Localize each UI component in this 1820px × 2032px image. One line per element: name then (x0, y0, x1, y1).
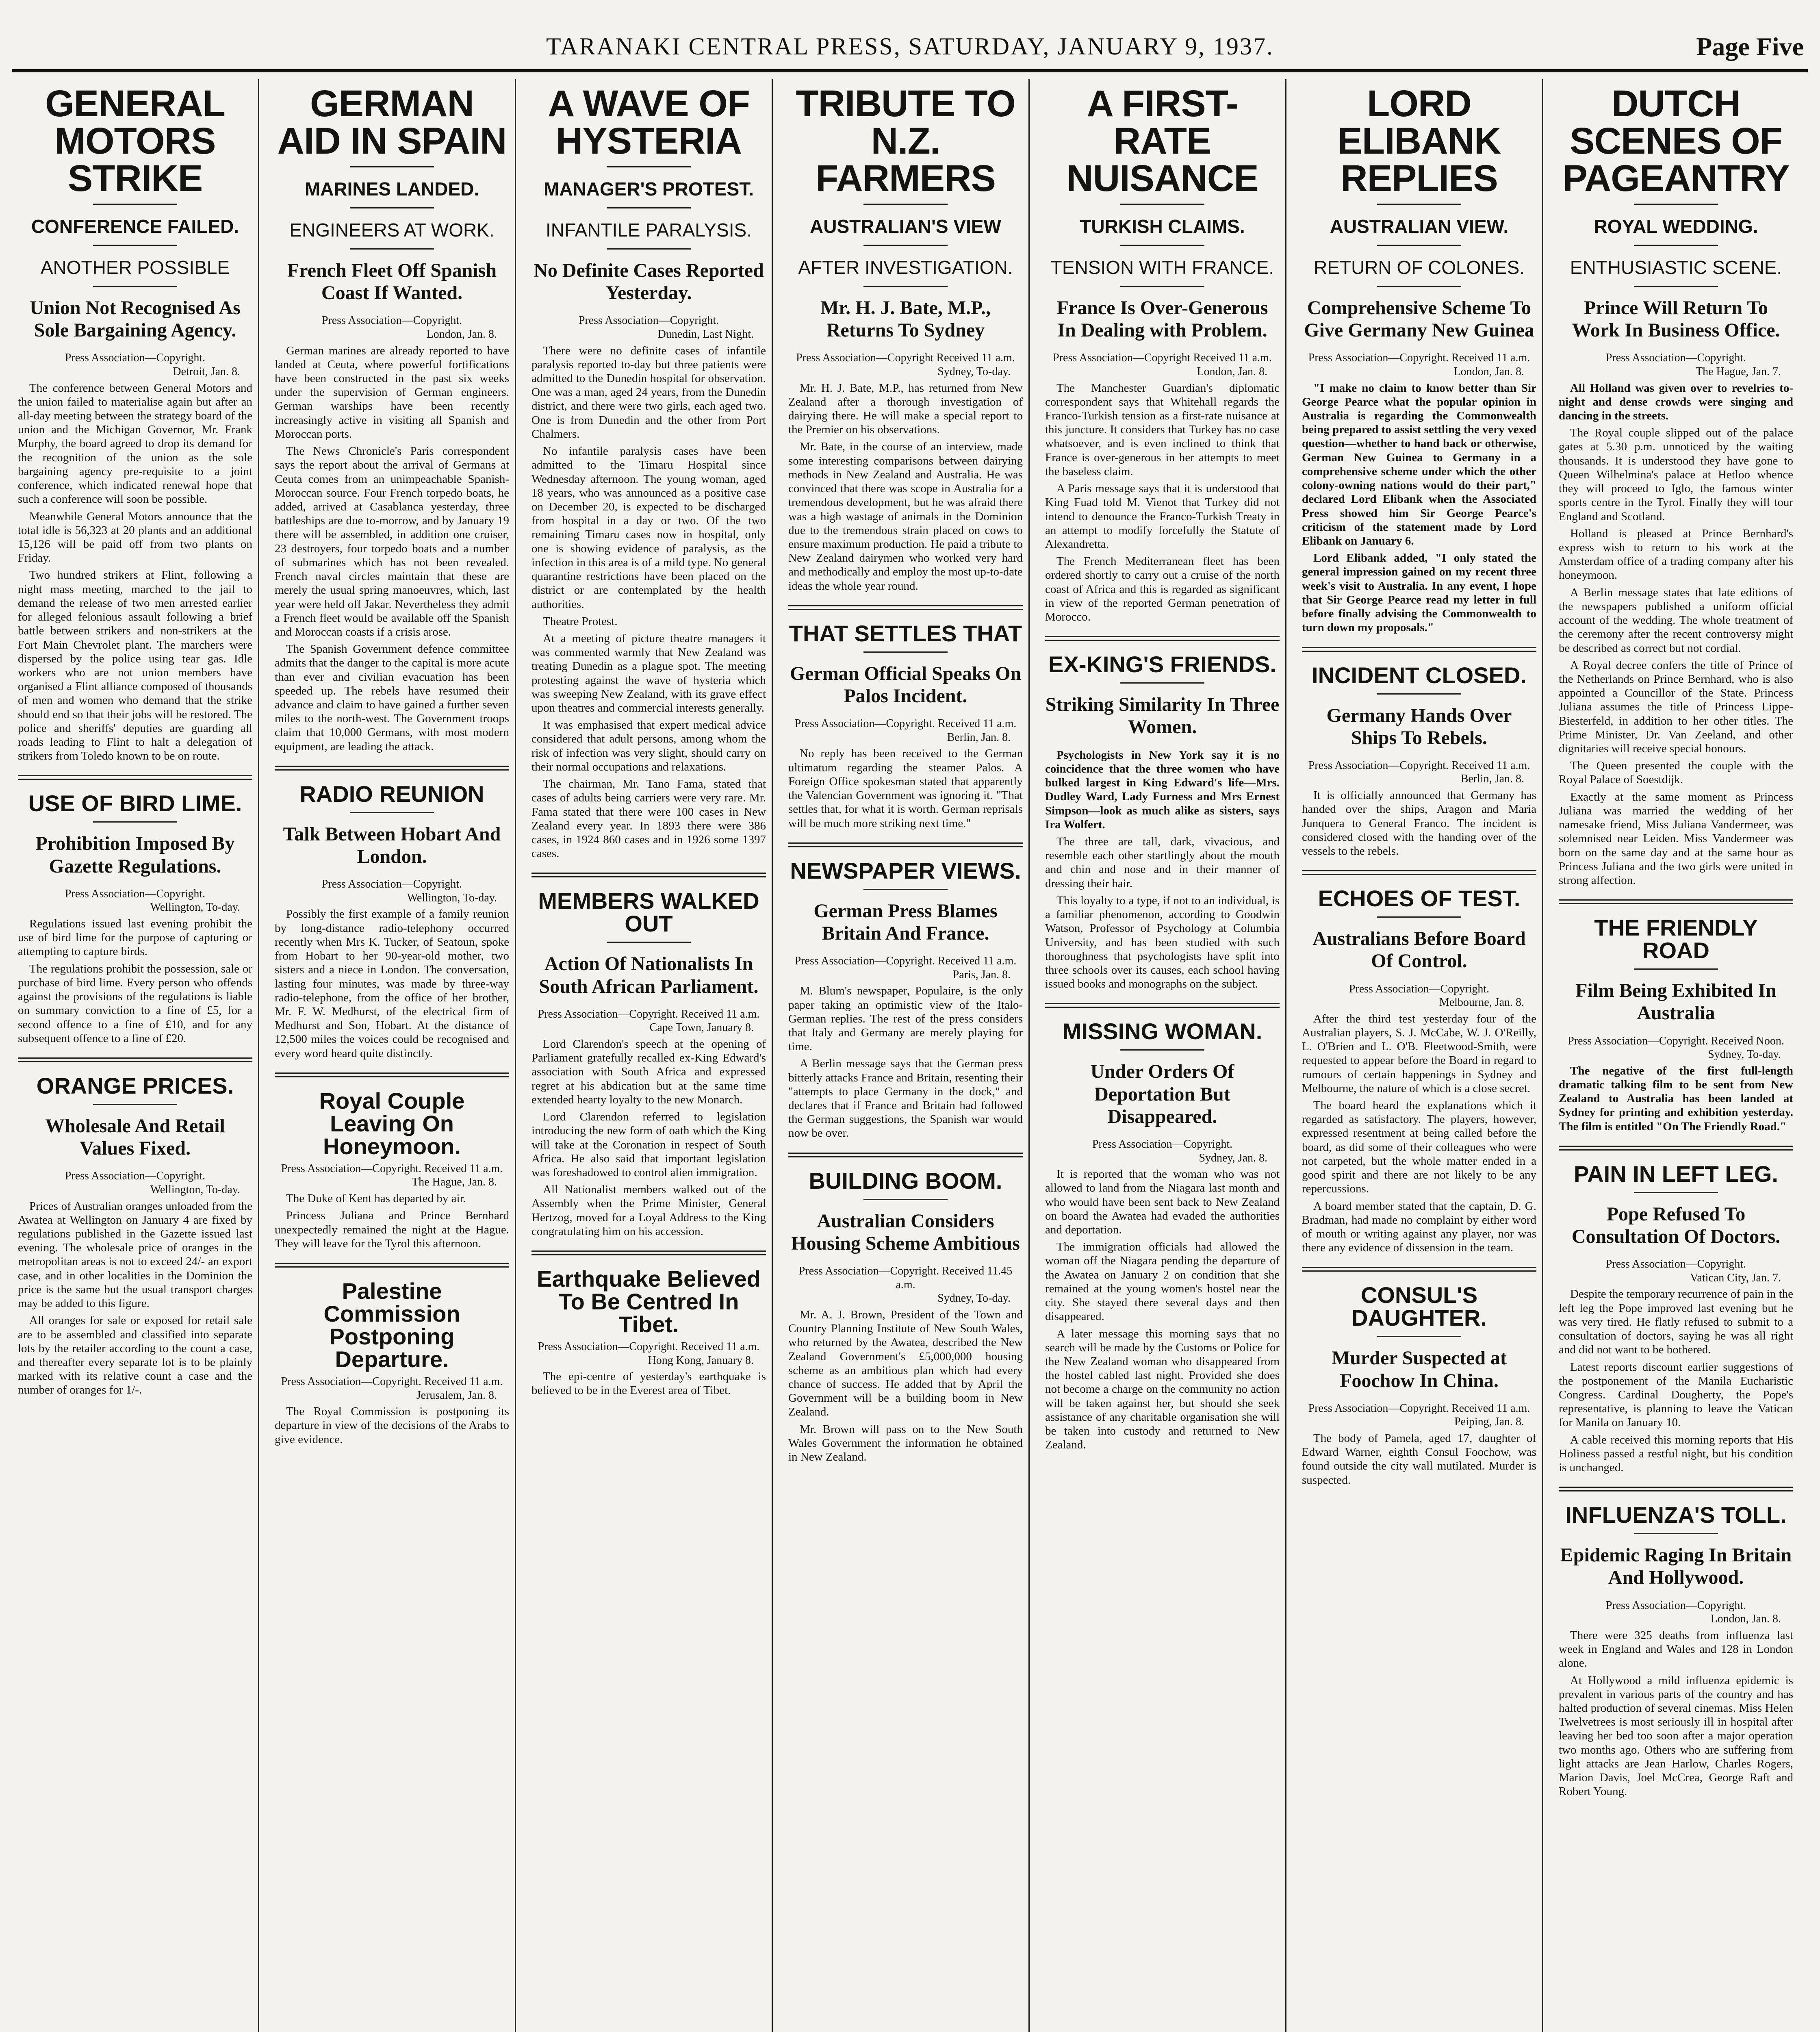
column-7 (1553, 79, 1799, 2032)
subheadline: Pope Refused To Consultation Of Doctors. (1571, 1203, 1781, 1248)
subheadline: Australian Considers Housing Scheme Ambitious (791, 1210, 1020, 1254)
headline: EX-KING'S FRIENDS. (1048, 651, 1276, 677)
headline: INCIDENT CLOSED. (1312, 662, 1527, 688)
deck: ROYAL WEDDING. (1594, 216, 1758, 237)
body-paragraph: Mr. Brown will pass on to the New South Wales Government the information he obtained in New Zealand. (788, 1422, 1023, 1464)
body-paragraph: The immigration officials had allowed the woman off the Niagara pending the departure of the Awatea on January 2 on condition that she remained at the young women's hostel near the city. She stayed there several days and then disappeared. (1045, 1240, 1280, 1323)
deck: TENSION WITH FRANCE. (1050, 257, 1274, 278)
lead-headline: TRIBUTE TO N.Z. FARMERS (796, 83, 1015, 199)
credit-line: Press Association—Copyright. (1605, 352, 1746, 365)
article-divider (275, 1263, 509, 1268)
dateline (788, 351, 1023, 378)
deck-rule (350, 166, 434, 167)
subheadline: Film Being Exhibited In Australia (1575, 980, 1777, 1024)
lead-headline: A WAVE OF HYSTERIA (548, 83, 750, 162)
credit-line: Press Association—Copyright. Received 11 a.m. (794, 955, 1017, 968)
dateline (788, 954, 1023, 981)
body-paragraph: Two hundred strikers at Flint, following a night mass meeting, marched to the jail to demand the release of two men arrested earlier for alleged felonious assault following a brief battle between strikers and non-strikers at the Fort Main Chevrolet plant. The marchers were dispersed by the police using tear gas. Idle workers who are not union members have organised a Flint alliance composed of thousands of men and women who demand that the strike should end so that their jobs will be restored. The police and sheriffs' deputies are guarding all roads leading to Flint to halt a delegation of strikers from Toledo known to be on route. (18, 569, 252, 763)
body-paragraph: Regulations issued last evening prohibit the use of bird lime for the purpose of capturing or attempting to capture birds. (18, 917, 252, 958)
dateline (275, 877, 509, 905)
subheadline: Striking Similarity In Three Women. (1045, 694, 1280, 738)
headline: Earthquake Believed To Be Centred In Tibet. (537, 1266, 761, 1337)
credit-line: Press Association—Copyright. (321, 878, 462, 891)
dateline (531, 314, 766, 341)
body-paragraph: Theatre Protest. (543, 614, 618, 628)
body-paragraph: Lord Clarendon referred to legislation introducing the new form of oath which the King will take at the Coronation in respect of South Africa. He also said that important legislation was foreshadowed to control alien immigration. (531, 1110, 766, 1179)
body-paragraph: German marines are already reported to have landed at Ceuta, where powerful fortifications have been constructed in the past six weeks under the supervision of German engineers. German warships have been recently increasingly active in visiting all Spanish and Moroccan ports. (275, 344, 509, 441)
body-paragraph: The Queen presented the couple with the Royal Palace of Soestdijk. (1559, 759, 1793, 786)
body-paragraph: M. Blum's newspaper, Populaire, is the only paper taking an optimistic view of the Italo-German replies. The rest of the press considers that Italy and Germany are merely playing for time. (788, 984, 1023, 1053)
subhead-rule (1634, 968, 1718, 970)
body-paragraph: All Holland was given over to revelries to-night and dense crowds were singing and dancing in the streets. (1559, 381, 1793, 422)
dateline (1559, 1034, 1793, 1062)
headline: THAT SETTLES THAT (789, 620, 1022, 646)
article (275, 1263, 509, 1446)
body-paragraph: A board member stated that the captain, D. G. Bradman, had made no complaint by either word of mouth or writing against any player, nor was there any evidence of dissension in the team. (1302, 1199, 1536, 1255)
subheadline: Talk Between Hobart And London. (283, 823, 501, 868)
deck-rule (607, 166, 691, 167)
subhead-rule (863, 1199, 948, 1200)
place-date: Jerusalem, Jan. 8. (416, 1389, 497, 1402)
body-paragraph: The chairman, Mr. Tano Fama, stated that cases of adults being carriers were very rare. Mr. Fama stated that there were 100 cases in New Zealand every year. In 1893 there were 386 cases, in 1924 860 cases and in 1926 some 1397 cases. (531, 777, 766, 860)
deck: TURKISH CLAIMS. (1080, 216, 1245, 237)
place-date: Wellington, To-day. (407, 891, 497, 904)
body-paragraph: It is officially announced that Germany has handed over the ships, Aragon and Maria Junquera to General Franco. The incident is considered closed with the handing over of the vessels to the rebels. (1302, 789, 1536, 858)
subhead-rule (1634, 286, 1718, 287)
article (1302, 85, 1536, 635)
body-paragraph: There were no definite cases of infantile paralysis reported to-day but three patients were admitted to the Dunedin hospital for observation. One was a man, aged 24 years, from the Dunedin district, and there were two girls, each aged two. One is from Dunedin and the other from Port Chalmers. (531, 344, 766, 441)
place-date: The Hague, Jan. 7. (1696, 365, 1781, 378)
body-paragraph: Meanwhile General Motors announce that the total idle is 56,323 at 20 plants and an additional 15,126 will be paid off from two plants on Friday. (18, 510, 252, 565)
article-divider (531, 873, 766, 877)
deck: ENTHUSIASTIC SCENE. (1570, 257, 1782, 278)
article-divider (18, 775, 252, 780)
credit-line: Press Association—Copyright. (1092, 1138, 1233, 1151)
deck: MANAGER'S PROTEST. (544, 178, 754, 200)
article (1045, 636, 1280, 991)
subhead-rule (1634, 1533, 1718, 1534)
headline: Royal Couple Leaving On Honeymoon. (319, 1088, 465, 1159)
article-divider (788, 1153, 1023, 1157)
deck-rule (1120, 245, 1205, 246)
subheadline: Germany Hands Over Ships To Rebels. (1326, 704, 1512, 749)
subheadline: No Definite Cases Reported Yesterday. (534, 260, 764, 304)
subheadline: Union Not Recognised As Sole Bargaining Agency. (30, 297, 241, 341)
credit-line: Press Association—Copyright. Received 11 a.m. (1308, 759, 1530, 772)
body-paragraph: Mr. Bate, in the course of an interview, made some interesting comparisons between dairying methods in New Zealand and Australia. He was convinced that there was scope in Australia for a tremendous development, but he was afraid there was a high wastage of animals in the Dominion due to the tremendous strain placed on cows to ensure maximum production. He paid a tribute to New Zealand dairymen who worked very hard and methodically and employ the most up-to-date ideas the whole year round. (788, 440, 1023, 593)
deck-rule (1634, 204, 1718, 205)
subheadline: Prince Will Return To Work In Business Office. (1572, 297, 1780, 341)
headline: RADIO REUNION (299, 781, 484, 807)
body-paragraph: No reply has been received to the German ultimatum regarding the steamer Palos. A Foreign Office spokesman stated that apparently the Valencian Government was ignoring it. "That settles that, for what it is worth. German reprisals will be much more striking next time." (788, 747, 1023, 830)
credit-line: Press Association—Copyright. Received 11 a.m. (1308, 1402, 1530, 1415)
dateline (275, 1162, 509, 1189)
article (1559, 1146, 1793, 1474)
body-paragraph: It is reported that the woman who was not allowed to land from the Niagara last month and who would have been sent back to New Zealand on board the Awatea had evaded the authorities and deportation. (1045, 1168, 1280, 1236)
body-paragraph: The three are tall, dark, vivacious, and resemble each other startlingly about the mouth and chin and nose and in their manner of dressing their hair. (1045, 835, 1280, 890)
subheadline: Mr. H. J. Bate, M.P., Returns To Sydney (820, 297, 991, 341)
body-paragraph: A cable received this morning reports that His Holiness passed a restful night, but his condition is unchanged. (1559, 1433, 1793, 1474)
article (18, 775, 252, 1045)
lead-headline: A FIRST-RATE NUISANCE (1066, 83, 1258, 199)
body-paragraph: A Berlin message states that late editions of the newspapers published a uniform official account of the wedding. The whole treatment of the ceremony after the recent controversy might be described as correct but not cordial. (1559, 586, 1793, 655)
place-date: Detroit, Jan. 8. (173, 365, 240, 378)
dateline (1559, 1599, 1793, 1626)
column-1 (12, 79, 259, 2032)
article (531, 1250, 766, 1398)
article (1045, 1003, 1280, 1452)
lead-headline: DUTCH SCENES OF PAGEANTRY (1562, 83, 1790, 199)
body-paragraph: The Royal Commission is postponing its departure in view of the decisions of the Arabs to give evidence. (275, 1405, 509, 1446)
credit-line: Press Association—Copyright. Received 11 a.m. (281, 1375, 503, 1388)
column-5 (1039, 79, 1286, 2032)
credit-line: Press Association—Copyright. Received 11 a.m. (538, 1007, 760, 1020)
place-date: London, Jan. 8. (426, 328, 497, 341)
deck: CONFERENCE FAILED. (31, 216, 239, 237)
credit-line: Press Association—Copyright. Received Noon. (1568, 1034, 1784, 1047)
subhead-rule (93, 1104, 178, 1105)
paper-line: TARANAKI CENTRAL PRESS, SATURDAY, JANUARY 9, 1937. (546, 33, 1274, 60)
body-paragraph: No infantile paralysis cases have been admitted to the Timaru Hospital since Wednesday afternoon. The young woman, aged 18 years, who was announced as a positive case on December 20, is expected to be discharged from hospital in a day or two. Of the two remaining Timaru cases now in hospital, only one is showing evidence of paralysis, as the infection in this area is of a mild type. No general quarantine restrictions have been placed on the district or are contemplated by the health authorities. (531, 445, 766, 611)
place-date: Paris, Jan. 8. (952, 968, 1011, 981)
column-4 (783, 79, 1030, 2032)
subhead-rule (1377, 286, 1462, 287)
credit-line: Press Association—Copyright. (1605, 1599, 1746, 1612)
deck-rule (1377, 204, 1462, 205)
body-paragraph: Princess Juliana and Prince Bernhard unexpectedly remained the night at the Hague. They will leave for the Tyrol this afternoon. (275, 1209, 509, 1250)
article (18, 1057, 252, 1397)
article (788, 842, 1023, 1140)
deck-rule (1377, 245, 1462, 246)
subhead-rule (1377, 1336, 1462, 1337)
subhead-rule (93, 821, 178, 823)
subhead-rule (863, 889, 948, 890)
place-date: Sydney, To-day. (937, 1292, 1011, 1305)
article-divider (788, 842, 1023, 847)
place-date: Wellington, To-day. (150, 901, 240, 914)
body-paragraph: At Hollywood a mild influenza epidemic is prevalent in various parts of the country and has halted production of several cinemas. Miss Helen Twelvetrees is most seriously ill in hospital after leaving her bed too soon after a major operation two months ago. Others who are suffering from light attacks are Jean Harlow, Charles Rogers, Marion Davis, Joel McCrea, George Raft and Robert Young. (1559, 1674, 1793, 1798)
headline: USE OF BIRD LIME. (28, 790, 242, 816)
body-paragraph: "I make no claim to know better than Sir George Pearce what the popular opinion in Australia is regarding the Commonwealth being prepared to assist settling the very vexed question—whether to hand back or otherwise, German New Guinea to Germany in a comprehensive scheme under which the other colony-owning nations would do their part," declared Lord Elibank when the Associated Press showed him Sir George Pearce's criticism of the statement made by Lord Elibank on January 6. (1302, 381, 1536, 547)
deck-rule (607, 207, 691, 208)
place-date: Dunedin, Last Night. (657, 328, 754, 341)
dateline (18, 351, 252, 378)
body-paragraph: The French Mediterranean fleet has been ordered shortly to carry out a cruise of the north coast of Africa and this is regarded as significant in view of the reported German penetration of Morocco. (1045, 555, 1280, 624)
body-paragraph: The Duke of Kent has departed by air. (286, 1192, 466, 1205)
body-paragraph: Lord Clarendon's speech at the opening of Parliament gratefully recalled ex-King Edward's association with South Africa and expressed regret at his abdication but at the same time extended hearty loyalty to the new Monarch. (531, 1038, 766, 1106)
body-paragraph: Possibly the first example of a family reunion by long-distance radio-telephony occurred recently when Mrs K. Tucker, of Seatoun, spoke from Hobart to her 90-year-old mother, two sisters and a niece in London. The conversation, lasting four minutes, was made by three-way radio-telephone, from the office of her brother, Mr. F. W. Medhurst, of the electrical firm of Medhurst and Son, Hobart. At the distance of 12,500 miles the voices could be recognised and every word heard quite distinctly. (275, 907, 509, 1060)
article (275, 766, 509, 1060)
deck: ANOTHER POSSIBLE (40, 257, 230, 278)
dateline (1302, 982, 1536, 1009)
place-date: Peiping, Jan. 8. (1454, 1415, 1524, 1428)
article-divider (275, 766, 509, 771)
article (788, 1153, 1023, 1464)
subheadline: France Is Over-Generous In Dealing with Problem. (1056, 297, 1268, 341)
place-date: London, Jan. 8. (1453, 365, 1524, 378)
credit-line: Press Association—Copyright. Received 11 a.m. (281, 1162, 503, 1175)
article-divider (1559, 1487, 1793, 1491)
article (1302, 870, 1536, 1255)
headline: MISSING WOMAN. (1062, 1018, 1263, 1044)
subheadline: Comprehensive Scheme To Give Germany New Guinea (1304, 297, 1534, 341)
article (531, 85, 766, 860)
subheadline: Action Of Nationalists In South African Parliament. (539, 953, 759, 997)
body-paragraph: Holland is pleased at Prince Bernhard's express wish to return to his work at the Amsterdam office of a trading company after his honeymoon. (1559, 527, 1793, 582)
article-divider (18, 1057, 252, 1062)
subhead-rule (607, 248, 691, 250)
body-paragraph: The negative of the first full-length dramatic talking film to be sent from New Zealand to Australia has been landed at Sydney for printing and exhibition yesterday. The film is entitled "On The Friendly Road." (1559, 1064, 1793, 1133)
subhead-rule (93, 286, 178, 287)
body-paragraph: There were 325 deaths from influenza last week in England and Wales and 128 in London alone. (1559, 1628, 1793, 1670)
subheadline: Epidemic Raging In Britain And Hollywood. (1560, 1544, 1792, 1589)
body-paragraph: The board heard the explanations which it regarded as satisfactory. The players, however, expressed resentment at being called before the board, as did some of their colleagues who were not carpeted, but the whole matter ended in a good spirit and there are not likely to be any repercussions. (1302, 1099, 1536, 1196)
dateline (1045, 1138, 1280, 1165)
subhead-rule (1377, 693, 1462, 695)
dateline (788, 1264, 1023, 1305)
dateline (18, 887, 252, 914)
place-date: London, Jan. 8. (1710, 1613, 1781, 1626)
subhead-rule (863, 286, 948, 287)
body-paragraph: Psychologists in New York say it is no coincidence that the three women who have bulked largest in King Edward's life—Mrs. Dudley Ward, Lady Furness and Mrs Ernest Simpson—look as much alike as sisters, says Ira Wolfert. (1045, 748, 1280, 831)
headline: CONSUL'S DAUGHTER. (1351, 1282, 1487, 1331)
body-paragraph: The Manchester Guardian's diplomatic correspondent says that Whitehall regards the Franco-Turkish tension as a first-rate nuisance at this juncture. It considers that Turkey has no case whatsoever, and is even inclined to think that France is over-generous in her attempts to meet the baseless claim. (1045, 381, 1280, 478)
credit-line: Press Association—Copyright. (1605, 1258, 1746, 1271)
article-divider (531, 1250, 766, 1255)
subheadline: Wholesale And Retail Values Fixed. (45, 1115, 225, 1159)
headline: MEMBERS WALKED OUT (538, 888, 759, 937)
dateline (275, 1375, 509, 1402)
article-divider (1302, 647, 1536, 652)
credit-line: Press Association—Copyright. Received 11.45 a.m. (798, 1265, 1013, 1291)
body-paragraph: This loyalty to a type, if not to an individual, is a familiar phenomenon, according to Goodwin Watson, Professor of Psychology at Columbia University, and has been studied with such thoroughness that psychologists have split into three schools over its causes, each school having issued books and monographs on the subject. (1045, 894, 1280, 991)
article (1045, 85, 1280, 624)
credit-line: Press Association—Copyright. Received 11 a.m. (1308, 352, 1530, 365)
article-divider (788, 605, 1023, 610)
column-6 (1296, 79, 1543, 2032)
place-date: Berlin, Jan. 8. (1460, 773, 1524, 786)
place-date: Wellington, To-day. (150, 1183, 240, 1196)
subhead-rule (350, 812, 434, 813)
subheadline: Under Orders Of Deportation But Disappeared. (1090, 1061, 1234, 1127)
body-paragraph: At a meeting of picture theatre managers it was commented warmly that New Zealand was treating Dunedin as a plague spot. The meeting protesting against the wave of hysteria which was sweeping New Zealand, with its grave effect upon theatres and commercial interests generally. (531, 632, 766, 715)
body-paragraph: A Berlin message says that the German press bitterly attacks France and Britain, resenting their "attempts to place Germany in the dock," and declares that if France and Britain had followed the German suggestions, the Spanish war would now be over. (788, 1057, 1023, 1140)
subhead-rule (1120, 682, 1205, 684)
subhead-rule (1120, 286, 1205, 287)
dateline (18, 1169, 252, 1196)
column-3 (526, 79, 773, 2032)
credit-line: Press Association—Copyright Received 11 a.m. (1053, 352, 1272, 365)
masthead (12, 24, 1808, 72)
subheadline: Prohibition Imposed By Gazette Regulations. (35, 833, 235, 877)
deck: ENGINEERS AT WORK. (289, 219, 495, 241)
credit-line: Press Association—Copyright. (65, 352, 206, 365)
deck: AUSTRALIAN VIEW. (1330, 216, 1509, 237)
body-paragraph: After the third test yesterday four of the Australian players, S. J. McCabe, W. J. O'Reilly, L. O'Brien and L. O'B. Fleetwood-Smith, were requested to appear before the Board in regard to rumours of certain happenings in Sydney and Melbourne, the nature of which is a close secret. (1302, 1012, 1536, 1095)
body-paragraph: Exactly at the same moment as Princess Juliana was married the wedding of her namesake friend, Miss Juliana Vandermeer, was solemnised near Leiden. Miss Vandermeer was born on the same day and at the same hour as Princess Juliana and the two girls were united in strong affection. (1559, 790, 1793, 887)
credit-line: Press Association—Copyright Received 11 a.m. (796, 352, 1015, 365)
deck-rule (93, 245, 178, 246)
article-divider (1559, 1146, 1793, 1151)
lead-headline: GERMAN AID IN SPAIN (277, 83, 507, 162)
column-2 (269, 79, 516, 2032)
dateline (1045, 351, 1280, 378)
article (1559, 899, 1793, 1133)
subhead-rule (607, 942, 691, 943)
article (1559, 1487, 1793, 1798)
article (275, 85, 509, 753)
lead-headline: LORD ELIBANK REPLIES (1337, 83, 1501, 199)
subheadline: German Press Blames Britain And France. (813, 900, 998, 944)
subheadline: Murder Suspected at Foochow In China. (1331, 1347, 1507, 1392)
deck-rule (1120, 204, 1205, 205)
article (1302, 1267, 1536, 1487)
article-divider (1045, 1003, 1280, 1008)
body-paragraph: Prices of Australian oranges unloaded from the Awatea at Wellington on January 4 are fixed by regulations published in the Gazette issued last evening. The wholesale price of oranges in the metropolitan areas is not to exceed 24/- an export case, and in other localities in the Dominion the price is the same but the usual transport charges may be added to this figure. (18, 1199, 252, 1310)
dateline (1559, 351, 1793, 378)
headline: THE FRIENDLY ROAD (1594, 915, 1758, 964)
credit-line: Press Association—Copyright. (65, 887, 206, 900)
place-date: Sydney, To-day. (937, 365, 1011, 378)
headline: INFLUENZA'S TOLL. (1565, 1502, 1787, 1528)
article-divider (1302, 1267, 1536, 1272)
place-date: Sydney, Jan. 8. (1199, 1151, 1267, 1164)
deck: AFTER INVESTIGATION. (798, 257, 1013, 278)
deck: MARINES LANDED. (304, 178, 479, 200)
article-divider (1045, 636, 1280, 641)
article (788, 605, 1023, 830)
body-paragraph: The Spanish Government defence committee admits that the danger to the capital is more acute than ever and civilian evacuation has been speeded up. The rebels have resumed their advance and claim to have gained a further seven miles to the north-west. The Government troops claim that 10,000 Germans, with most modern equipment, are leading the attack. (275, 643, 509, 753)
article (1302, 647, 1536, 858)
subheadline: German Official Speaks On Palos Incident. (790, 662, 1022, 707)
credit-line: Press Association—Copyright. Received 11 a.m. (538, 1340, 760, 1353)
body-paragraph: The body of Pamela, aged 17, daughter of Edward Warner, eighth Consul Foochow, was found outside the city wall mutilated. Murder is suspected. (1302, 1432, 1536, 1487)
headline: NEWSPAPER VIEWS. (790, 858, 1021, 884)
deck-rule (350, 207, 434, 208)
headline: Palestine Commission Postponing Departure. (323, 1278, 460, 1372)
deck-rule (93, 204, 178, 205)
article (1559, 85, 1793, 887)
headline: ORANGE PRICES. (36, 1073, 234, 1098)
dateline (1302, 1402, 1536, 1429)
credit-line: Press Association—Copyright. Received 11 a.m. (794, 717, 1017, 730)
subheadline: French Fleet Off Spanish Coast If Wanted. (287, 260, 497, 304)
body-paragraph: A Royal decree confers the title of Prince of the Netherlands on Prince Bernhard, who is also appointed a Councillor of the State. Princess Juliana assumes the title of Princess Lippe-Biesterfeld, in addition to her other titles. The Prime Minister, Dr. Van Zeeland, and other dignitaries will receive special honours. (1559, 658, 1793, 755)
credit-line: Press Association—Copyright. (65, 1170, 206, 1183)
place-date: Melbourne, Jan. 8. (1439, 996, 1524, 1009)
place-date: Berlin, Jan. 8. (947, 731, 1011, 744)
article (18, 85, 252, 763)
subhead-rule (350, 248, 434, 250)
headline: ECHOES OF TEST. (1318, 886, 1521, 912)
dateline (531, 1007, 766, 1035)
article (788, 85, 1023, 593)
body-paragraph: All Nationalist members walked out of the Assembly when the Prime Minister, General Hertzog, moved for a Loyal Address to the King congratulating him on his accession. (531, 1183, 766, 1238)
dateline (275, 314, 509, 341)
dateline (1559, 1257, 1793, 1285)
article (275, 1072, 509, 1250)
article-divider (1302, 870, 1536, 875)
deck: INFANTILE PARALYSIS. (545, 219, 752, 241)
body-paragraph: Mr. H. J. Bate, M.P., has returned from New Zealand after a thorough investigation of dairying there. He will make a special report to the Premier on his observations. (788, 381, 1023, 436)
headline: PAIN IN LEFT LEG. (1574, 1161, 1778, 1187)
lead-headline: GENERAL MOTORS STRIKE (45, 83, 225, 199)
body-paragraph: Latest reports discount earlier suggestions of the postponement of the Manila Eucharistic Congress. Cardinal Dougherty, the Pope's representative, is planning to leave the Vatican for Manila on January 10. (1559, 1360, 1793, 1429)
body-paragraph: A Paris message says that it is understood that King Fuad told M. Vienot that Turkey did not intend to denounce the Franco-Turkish Treaty in an attempt to modify forcefully the Statute of Alexandretta. (1045, 482, 1280, 551)
dateline (531, 1340, 766, 1367)
body-paragraph: It was emphasised that expert medical advice considered that adult persons, among whom the risk of infection was very slight, should carry on their normal occupations and relaxations. (531, 719, 766, 773)
subhead-rule (863, 651, 948, 653)
deck-rule (863, 245, 948, 246)
body-paragraph: Despite the temporary recurrence of pain in the left leg the Pope improved last evening but he was very tired. He flatly refused to submit to a consultation of doctors, saying he was all right and did not want to be bothered. (1559, 1287, 1793, 1357)
subheadline: Australians Before Board Of Control. (1312, 928, 1526, 972)
body-paragraph: Mr. A. J. Brown, President of the Town and Country Planning Institute of New South Wales, who returned by the Awatea, described the New Zealand Government's £5,000,000 housing scheme as an ambitious plan which had every chance of success. He added that by April the Government will be a building boom in New Zealand. (788, 1308, 1023, 1419)
credit-line: Press Association—Copyright. (321, 314, 462, 327)
credit-line: Press Association—Copyright. (1349, 982, 1490, 995)
headline: BUILDING BOOM. (809, 1168, 1002, 1194)
place-date: The Hague, Jan. 8. (412, 1176, 497, 1189)
dateline (788, 717, 1023, 744)
place-date: Vatican City, Jan. 7. (1690, 1271, 1781, 1284)
deck: RETURN OF COLONES. (1314, 257, 1525, 278)
body-paragraph: The Royal couple slipped out of the palace gates at 5.30 p.m. unnoticed by the waiting thousands. It is understood they have gone to Queen Wilhelmina's palace at Hetloo whence they will proceed to Iglo, the famous winter sports centre in the Tyrol. Finally they will tour England and Scotland. (1559, 426, 1793, 523)
subhead-rule (1634, 1192, 1718, 1193)
article-divider (275, 1072, 509, 1077)
article (531, 873, 766, 1238)
body-paragraph: The News Chronicle's Paris correspondent says the report about the arrival of Germans at Ceuta comes from an unimpeachable Spanish-Moroccan source. Four French torpedo boats, he added, arrived at Casablanca yesterday, three battleships are due to-morrow, and by January 19 there will be assembled, in addition one cruiser, 23 destroyers, four torpedo boats and a number of submarines which has not been revealed. French naval circles maintain that these are merely the usual spring manoeuvres, which, last year were held off Jakar. Nevertheless they admit a French fleet would be available off the Spanish and Moroccan coasts if a crisis arose. (275, 445, 509, 638)
body-paragraph: The regulations prohibit the possession, sale or purchase of bird lime. Every person who offends against the provisions of the regulations is liable on summary conviction to a fine of £5, for a second offence to a fine of £10, and for any subsequent offence to a fine of £20. (18, 962, 252, 1045)
place-date: Hong Kong, January 8. (648, 1354, 754, 1367)
place-date: Cape Town, January 8. (649, 1021, 754, 1034)
deck: AUSTRALIAN'S VIEW (810, 216, 1001, 237)
body-paragraph: The conference between General Motors and the union failed to materialise again but after an all-day meeting between the strategy board of the union and the Michigan Governor, Mr. Frank Murphy, the board agreed to drop its demand for the recognition of the union as the sole bargaining agency pre-requisite to a joint conference, which indicated renewal hope that such a conference will soon be possible. (18, 381, 252, 506)
body-paragraph: Lord Elibank added, "I only stated the general impression gained on my recent three week's visit to Australia. In any event, I hope that Sir George Pearce read my letter in full before finally advising the Commonwealth to turn down my proposals." (1302, 551, 1536, 634)
page-number: Page Five (1696, 32, 1804, 61)
place-date: London, Jan. 8. (1197, 365, 1267, 378)
deck-rule (1634, 245, 1718, 246)
dateline (1302, 351, 1536, 378)
body-paragraph: A later message this morning says that no search will be made by the Customs or Police for the New Zealand woman who disappeared from the hostel cabled last night. Provided she does not become a charge on the community no action will be taken against her, but should she seek assistance of any charitable organisation she will be taken into custody and returned to New Zealand. (1045, 1327, 1280, 1452)
body-paragraph: All oranges for sale or exposed for retail sale are to be assembled and classified into separate lots by the retailer according to the count a case, and thereafter every separate lot is to be plainly marked with its relative count a case and the number of oranges for 1/-. (18, 1314, 252, 1397)
article-divider (1559, 899, 1793, 904)
body-paragraph: The epi-centre of yesterday's earthquake is believed to be in the Everest area of Tibet. (531, 1370, 766, 1397)
credit-line: Press Association—Copyright. (578, 314, 719, 327)
place-date: Sydney, To-day. (1708, 1048, 1781, 1061)
deck-rule (863, 204, 948, 205)
dateline (1302, 759, 1536, 786)
subhead-rule (1120, 1049, 1205, 1051)
subhead-rule (1377, 916, 1462, 918)
